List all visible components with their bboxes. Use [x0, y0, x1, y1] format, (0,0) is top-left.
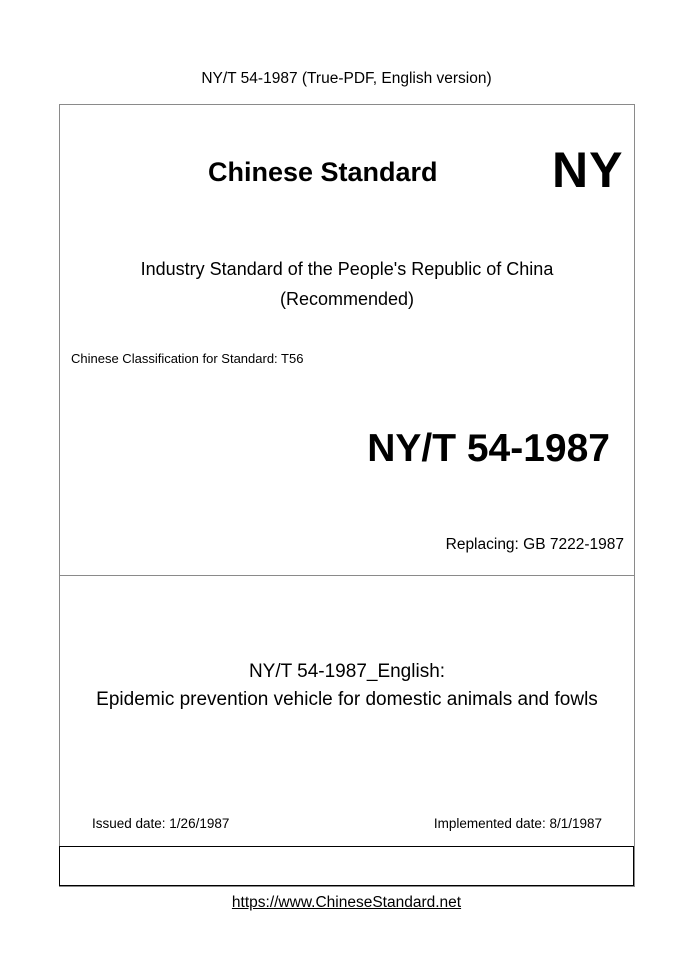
document-title-line-2: Epidemic prevention vehicle for domestic animals and fowls [96, 689, 598, 710]
recommended-line: (Recommended) [279, 289, 415, 309]
footer-link[interactable]: https://www.ChineseStandard.net [231, 894, 462, 911]
implemented-date: Implemented date: 8/1/1987 [433, 816, 602, 831]
document-title-line-1: NY/T 54-1987_English: [248, 661, 446, 682]
bottom-box [59, 846, 634, 886]
ny-mark: NY [552, 142, 624, 198]
industry-standard-line: Industry Standard of the People's Republic of China [140, 259, 554, 279]
standard-number: NY/T 54-1987 [367, 427, 610, 470]
section-divider [60, 575, 634, 576]
chinese-standard-heading: Chinese Standard [208, 157, 438, 187]
cover-frame [59, 104, 635, 887]
issued-date: Issued date: 1/26/1987 [92, 816, 230, 831]
classification-text: Chinese Classification for Standard: T56 [71, 351, 304, 366]
replacing-text: Replacing: GB 7222-1987 [445, 536, 624, 553]
document-header: NY/T 54-1987 (True-PDF, English version) [201, 70, 492, 87]
